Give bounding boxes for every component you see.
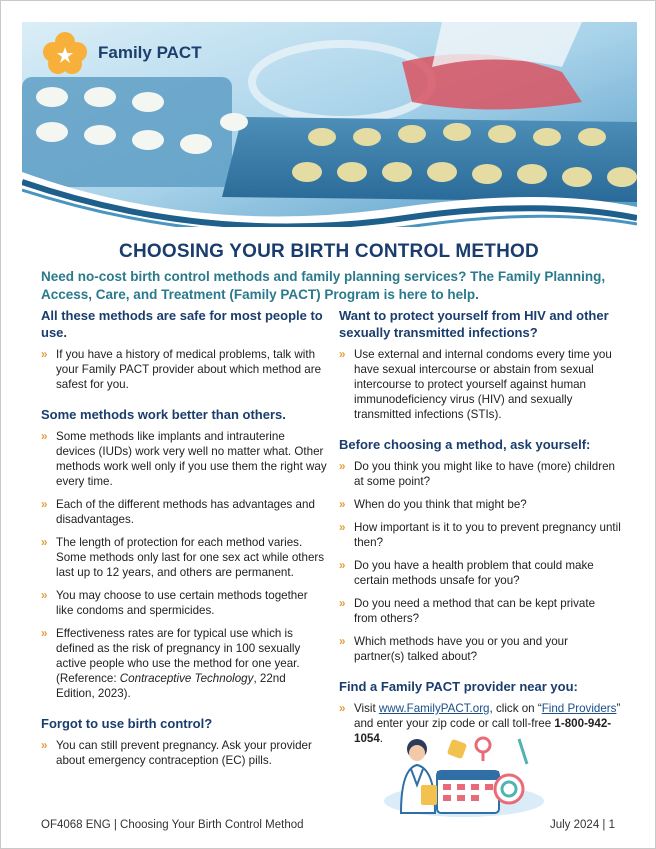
list-item: » Each of the different methods has advantages and disadvantages.: [41, 497, 327, 527]
list-item: » Which methods have you or you and your partner(s) talked about?: [339, 634, 621, 664]
list-better: [41, 429, 327, 701]
effectiveness-text: Effectiveness rates are for typical use which is defined as the risk of pregnancy in 100 sexually active people who use the method for one year. (Reference:: [56, 627, 301, 685]
visit-text: Visit: [354, 702, 379, 715]
list-item: » You may choose to use certain methods together like condoms and spermicides.: [41, 588, 327, 618]
list-item: » If you have a history of medical problems, talk with your Family PACT provider about which method are safest for you.: [41, 347, 327, 392]
section-heading-find: Find a Family PACT provider near you:: [339, 679, 578, 694]
intro-text: Need no-cost birth control methods and family planning services? The Family Planning, Access, Care, and Treatment (Family PACT) Program is here to help.: [41, 269, 606, 302]
list-item: » How important is it to you to prevent pregnancy until then?: [339, 520, 621, 550]
list-safe: [41, 347, 327, 392]
list-hiv: [339, 347, 621, 422]
reference-title: Contraceptive Technology: [119, 672, 254, 685]
section-heading-ask: Before choosing a method, ask yourself:: [339, 437, 591, 452]
list-item: » When do you think that might be?: [339, 497, 621, 512]
footer-date-page: July 2024 | 1: [549, 819, 615, 831]
period-text: .: [379, 732, 384, 745]
provider-illustration: [379, 729, 544, 817]
list-item: » The length of protection for each method varies. Some methods only last for one sex act while others last up to 12 years, and others are permanent.: [41, 535, 327, 580]
list-item: [41, 626, 327, 701]
section-heading-safe: All these methods are safe for most people to use.: [41, 308, 323, 340]
footer-document-id: OF4068 ENG | Choosing Your Birth Control Method: [41, 819, 304, 831]
right-column: [339, 307, 621, 754]
find-providers-link[interactable]: Find Providers: [541, 702, 617, 715]
list-item: » Do you need a method that can be kept private from others?: [339, 596, 621, 626]
flower-logo-icon: [42, 32, 88, 74]
list-forgot: [41, 738, 327, 768]
doctor-calendar-icon: [379, 729, 544, 817]
familypact-link[interactable]: www.FamilyPACT.org: [378, 702, 490, 715]
reference-edition: , 22nd Edition, 2023).: [56, 672, 286, 700]
list-item: » You can still prevent pregnancy. Ask your provider about emergency contraception (EC) pills.: [41, 738, 327, 768]
hero-banner: [22, 22, 637, 227]
click-text: , click on “: [489, 702, 542, 715]
section-heading-forgot: Forgot to use birth control?: [41, 716, 213, 731]
left-column: [41, 307, 327, 776]
list-item: » Use external and internal condoms every time you have sexual intercourse or abstain from sexual intercourse to protect yourself against human immunodeficiency virus (HIV) and sexually transmitted infections (STIs).: [339, 347, 621, 422]
section-heading-better: Some methods work better than others.: [41, 407, 286, 422]
brand-logo: [42, 32, 202, 74]
list-item: » Do you have a health problem that could make certain methods unsafe for you?: [339, 558, 621, 588]
section-heading-hiv: Want to protect yourself from HIV and other sexually transmitted infections?: [339, 308, 609, 340]
zip-text: ” and enter your zip code or call toll-free: [354, 702, 621, 730]
phone-number: 1-800-942-1054: [354, 717, 612, 745]
list-ask: [339, 459, 621, 664]
page-title: CHOOSING YOUR BIRTH CONTROL METHOD: [119, 241, 539, 262]
list-item: » Do you think you might like to have (more) children at some point?: [339, 459, 621, 489]
brand-name: Family PACT: [98, 43, 202, 62]
list-item: » Some methods like implants and intrauterine devices (IUDs) work very well no matter what. Other methods work well only if you use them the right way every time.: [41, 429, 327, 489]
